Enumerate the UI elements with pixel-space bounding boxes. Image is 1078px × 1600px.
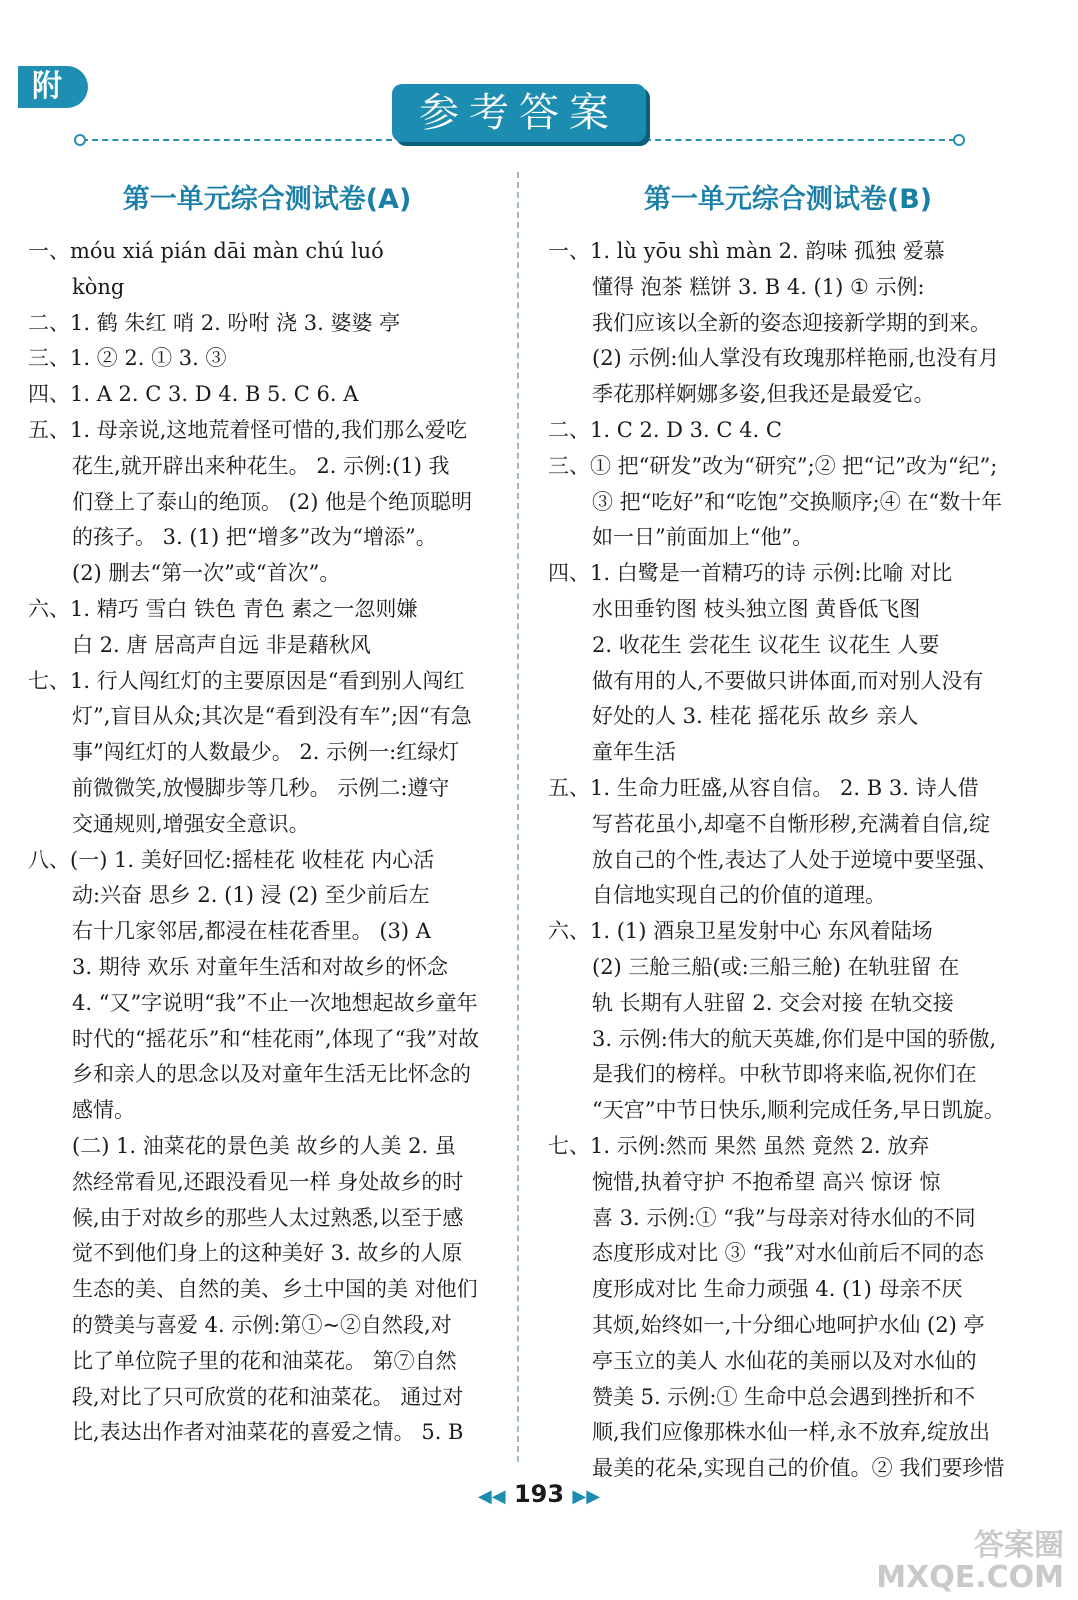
answer-line: 前微微笑,放慢脚步等几秒。 示例二:遵守 (72, 775, 450, 800)
answer-line: 觉不到他们身上的这种美好 3. 故乡的人原 (72, 1241, 463, 1266)
left-column (28, 180, 506, 1451)
right-column-title: 第一单元综合测试卷(B) (643, 184, 933, 215)
answer-line: 三、① 把“研发”改为“研究”;② 把“记”改为“纪”; (548, 453, 998, 478)
answer-line: 段,对比了只可欣赏的花和油菜花。 通过对 (72, 1384, 464, 1409)
answer-line: 花生,就开辟出来种花生。 2. 示例:(1) 我 (72, 453, 450, 478)
answer-line: 喜 3. 示例:① “我”与母亲对待水仙的不同 (592, 1205, 976, 1230)
watermark (876, 1530, 1064, 1594)
answer-line: 六、1. 精巧 雪白 铁色 青色 素之一忽则嫌 (28, 596, 418, 621)
answer-line: 候,由于对故乡的那些人太过熟悉,以至于感 (72, 1205, 464, 1230)
answer-line: 感情。 (72, 1098, 135, 1123)
answer-line: 放自己的个性,表达了人处于逆境中要坚强、 (592, 847, 998, 872)
answer-line: 水田垂钓图 枝头独立图 黄昏低飞图 (592, 596, 921, 621)
answer-line: (2) 示例:仙人掌没有玫瑰那样艳丽,也没有月 (592, 346, 1000, 371)
answer-line: kòng (72, 274, 125, 299)
appendix-tab (18, 66, 88, 108)
answer-line: (二) 1. 油菜花的景色美 故乡的人美 2. 虽 (72, 1133, 456, 1158)
header-rule-left (82, 139, 392, 141)
answer-line: 度形成对比 生命力顽强 4. (1) 母亲不厌 (592, 1277, 963, 1302)
answer-line: 比,表达出作者对油菜花的喜爱之情。 5. B (72, 1420, 464, 1445)
page-number: 193 (513, 1480, 565, 1508)
page-title: 参考答案 (419, 90, 619, 136)
prev-arrows-icon: ◀◀ (477, 1486, 506, 1507)
answer-line: 童年生活 (592, 740, 676, 765)
answer-line: 季花那样婀娜多姿,但我还是最爱它。 (592, 382, 935, 407)
answer-line: 做有用的人,不要做只讲体面,而对别人没有 (592, 668, 984, 693)
answer-line: 轨 长期有人驻留 2. 交会对接 在轨交接 (592, 990, 954, 1015)
header-rule-right (645, 139, 955, 141)
answer-line: (2) 删去“第一次”或“首次”。 (72, 561, 341, 586)
right-answer-list (548, 234, 1028, 1487)
answer-line: 2. 收花生 尝花生 议花生 议花生 人要 (592, 632, 940, 657)
answer-line: 五、1. 生命力旺盛,从容自信。 2. B 3. 诗人借 (548, 775, 979, 800)
left-answer-list (28, 234, 506, 1451)
answer-line: 然经常看见,还跟没看见一样 身处故乡的时 (72, 1169, 464, 1194)
answer-line: 惋惜,执着守护 不抱希望 高兴 惊讶 惊 (592, 1169, 941, 1194)
answer-line: 四、1. A 2. C 3. D 4. B 5. C 6. A (28, 382, 359, 407)
answer-line: 八、(一) 1. 美好回忆:摇桂花 收桂花 内心活 (28, 847, 435, 872)
answer-line: “天宫”中节日快乐,顺利完成任务,早日凯旋。 (592, 1098, 1005, 1123)
answer-line: 亭玉立的美人 水仙花的美丽以及对水仙的 (592, 1348, 977, 1373)
answer-line: 动:兴奋 思乡 2. (1) 浸 (2) 至少前后左 (72, 883, 430, 908)
answer-line: 生态的美、自然的美、乡土中国的美 对他们 (72, 1277, 478, 1302)
answer-line: ③ 把“吃好”和“吃饱”交换顺序;④ 在“数十年 (592, 489, 1003, 514)
answer-line: 乡和亲人的思念以及对童年生活无比怀念的 (72, 1062, 471, 1087)
answer-line: 赞美 5. 示例:① 生命中总会遇到挫折和不 (592, 1384, 976, 1409)
answer-line: 其烦,始终如一,十分细心地呵护水仙 (2) 亭 (592, 1312, 985, 1337)
answer-line: 的孩子。 3. (1) 把“增多”改为“增添”。 (72, 525, 437, 550)
answer-line: 二、1. 鹤 朱红 哨 2. 吩咐 浇 3. 婆婆 亭 (28, 310, 401, 335)
answer-line: 事”闯红灯的人数最少。 2. 示例一:红绿灯 (72, 740, 460, 765)
column-divider (517, 172, 519, 1462)
answer-line: 我们应该以全新的姿态迎接新学期的到来。 (592, 310, 991, 335)
right-column (548, 180, 1028, 1487)
appendix-tab-label: 附 (32, 69, 62, 104)
watermark-line2: MXQE.COM (876, 1560, 1064, 1595)
watermark-line1: 答案圈 (974, 1528, 1064, 1563)
answer-line: 懂得 泡茶 糕饼 3. B 4. (1) ① 示例: (592, 274, 925, 299)
answer-line: 六、1. (1) 酒泉卫星发射中心 东风着陆场 (548, 919, 933, 944)
answer-line: 比了单位院子里的花和油菜花。 第⑦自然 (72, 1348, 457, 1373)
answer-line: 右十几家邻居,都浸在桂花香里。 (3) A (72, 919, 431, 944)
answer-line: (2) 三舱三船(或:三船三舱) 在轨驻留 在 (592, 954, 960, 979)
answer-line: 3. 示例:伟大的航天英雄,你们是中国的骄傲, (592, 1026, 997, 1051)
page-title-banner (392, 84, 646, 142)
answer-line: 好处的人 3. 桂花 摇花乐 故乡 亲人 (592, 704, 919, 729)
answer-line: 写苔花虽小,却毫不自惭形秽,充满着自信,绽 (592, 811, 991, 836)
answer-line: 们登上了泰山的绝顶。 (2) 他是个绝顶聪明 (72, 489, 473, 514)
answer-line: 态度形成对比 ③ “我”对水仙前后不同的态 (592, 1241, 984, 1266)
answer-line: 3. 期待 欢乐 对童年生活和对故乡的怀念 (72, 954, 449, 979)
answer-line: 4. “又”字说明“我”不止一次地想起故乡童年 (72, 990, 478, 1015)
answer-line: 白 2. 唐 居高声自远 非是藉秋风 (72, 632, 371, 657)
answer-line: 灯”,盲目从众;其次是“看到没有车”;因“有急 (72, 704, 472, 729)
answer-line: 五、1. 母亲说,这地荒着怪可惜的,我们那么爱吃 (28, 417, 468, 442)
answer-line: 的赞美与喜爱 4. 示例:第①~②自然段,对 (72, 1312, 452, 1337)
answer-line: 是我们的榜样。中秋节即将来临,祝你们在 (592, 1062, 977, 1087)
answer-line: 自信地实现自己的价值的道理。 (592, 883, 886, 908)
left-column-title: 第一单元综合测试卷(A) (122, 184, 412, 215)
header-rule-left-dot (74, 134, 86, 146)
answer-line: 七、1. 行人闯红灯的主要原因是“看到别人闯红 (28, 668, 465, 693)
answer-line: 一、1. lù yōu shì màn 2. 韵味 孤独 爱慕 (548, 239, 945, 263)
answer-line: 四、1. 白鹭是一首精巧的诗 示例:比喻 对比 (548, 561, 953, 586)
next-arrows-icon: ▶▶ (572, 1486, 601, 1507)
page-footer (0, 1480, 1078, 1508)
answer-line: 顺,我们应像那株水仙一样,永不放弃,绽放出 (592, 1420, 991, 1445)
answer-line: 三、1. ② 2. ① 3. ③ (28, 346, 227, 371)
answer-line: 七、1. 示例:然而 果然 虽然 竟然 2. 放弃 (548, 1133, 930, 1158)
answer-line: 二、1. C 2. D 3. C 4. C (548, 417, 782, 442)
answer-line: 时代的“摇花乐”和“桂花雨”,体现了“我”对故 (72, 1026, 480, 1051)
answer-line: 一、móu xiá pián dāi màn chú luó (28, 239, 384, 263)
answer-line: 最美的花朵,实现自己的价值。② 我们要珍惜 (592, 1456, 1005, 1481)
answer-line: 交通规则,增强安全意识。 (72, 811, 310, 836)
header-rule-right-dot (953, 134, 965, 146)
answer-line: 如一日”前面加上“他”。 (592, 525, 814, 550)
